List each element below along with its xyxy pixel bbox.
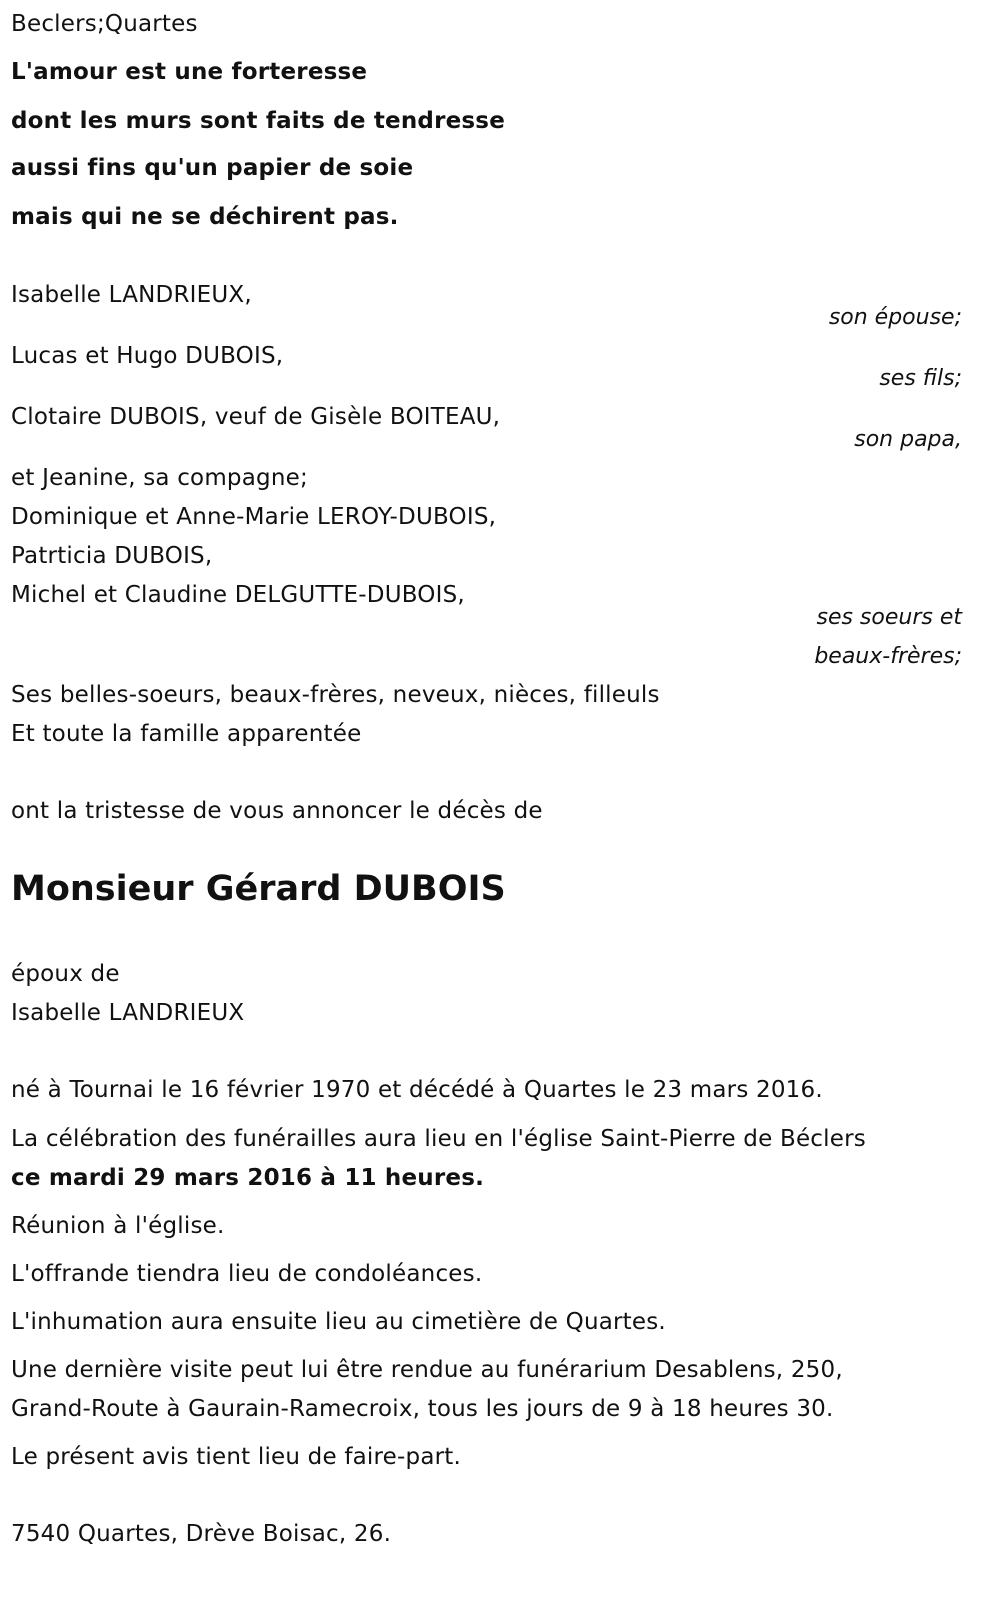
family-member-name: Dominique et Anne-Marie LEROY-DUBOIS, xyxy=(11,504,497,530)
family-relation: son papa, xyxy=(854,427,962,452)
family-member-name: Lucas et Hugo DUBOIS, xyxy=(11,343,284,369)
extended-family: Ses belles-soeurs, beaux-frères, neveux, nièces, filleuls xyxy=(11,682,660,708)
notice-info: Le présent avis tient lieu de faire-part. xyxy=(11,1444,462,1470)
family-relation: ses soeurs et xyxy=(816,605,962,630)
family-relation: beaux-frères; xyxy=(814,644,962,669)
burial-info: L'inhumation aura ensuite lieu au cimetière de Quartes. xyxy=(11,1309,666,1335)
spouse-label: époux de xyxy=(11,961,120,987)
visit-info: Une dernière visite peut lui être rendue au funérarium Desablens, 250, xyxy=(11,1357,843,1383)
offering-info: L'offrande tiendra lieu de condoléances. xyxy=(11,1261,483,1287)
family-member-name: Michel et Claudine DELGUTTE-DUBOIS, xyxy=(11,582,465,608)
poem-line: mais qui ne se déchirent pas. xyxy=(11,204,399,230)
family-relation: ses fils; xyxy=(879,366,962,391)
poem-line: aussi fins qu'un papier de soie xyxy=(11,155,414,181)
spouse-name: Isabelle LANDRIEUX xyxy=(11,1000,245,1026)
family-member-name: Clotaire DUBOIS, veuf de Gisèle BOITEAU, xyxy=(11,404,501,430)
family-address: 7540 Quartes, Drève Boisac, 26. xyxy=(11,1521,392,1547)
family-member-name: Isabelle LANDRIEUX, xyxy=(11,282,252,308)
family-relation: son épouse; xyxy=(828,305,962,330)
birth-death-info: né à Tournai le 16 février 1970 et décédé à Quartes le 23 mars 2016. xyxy=(11,1077,823,1103)
location-header: Beclers;Quartes xyxy=(11,11,198,37)
meeting-info: Réunion à l'église. xyxy=(11,1213,225,1239)
announcement-intro: ont la tristesse de vous annoncer le décès de xyxy=(11,798,543,824)
deceased-name: Monsieur Gérard DUBOIS xyxy=(11,869,506,909)
poem-line: L'amour est une forteresse xyxy=(11,59,368,85)
visit-info: Grand-Route à Gaurain-Ramecroix, tous les jours de 9 à 18 heures 30. xyxy=(11,1396,834,1422)
family-member-name: et Jeanine, sa compagne; xyxy=(11,465,308,491)
ceremony-date: ce mardi 29 mars 2016 à 11 heures. xyxy=(11,1165,485,1191)
ceremony-info: La célébration des funérailles aura lieu en l'église Saint-Pierre de Béclers xyxy=(11,1126,866,1152)
poem-line: dont les murs sont faits de tendresse xyxy=(11,108,505,134)
extended-family: Et toute la famille apparentée xyxy=(11,721,362,747)
family-member-name: Patrticia DUBOIS, xyxy=(11,543,213,569)
